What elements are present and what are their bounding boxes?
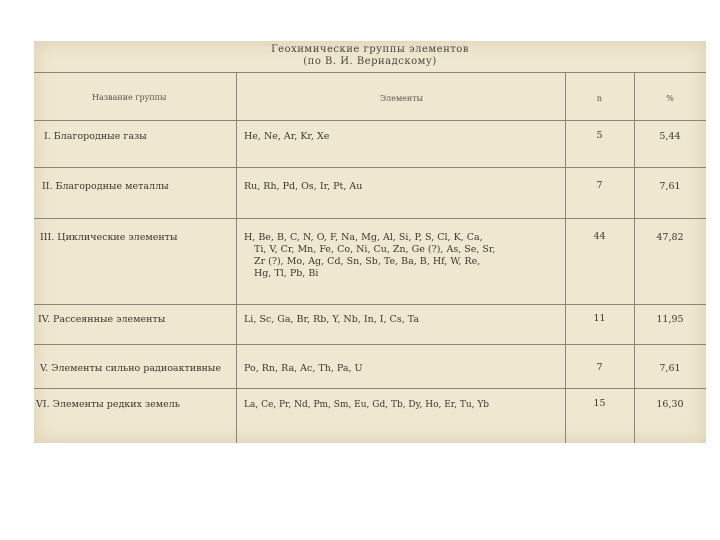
row-6-n: 15 (593, 398, 606, 409)
table-title: Геохимические группы элементов (271, 44, 469, 55)
rule-row-5 (34, 388, 706, 389)
header-elements: Элементы (380, 94, 424, 103)
row-3-group: III. Циклические элементы (40, 232, 178, 243)
rule-top (34, 72, 706, 73)
header-group: Название группы (92, 93, 167, 102)
row-6-percent: 16,30 (656, 399, 684, 410)
row-2-group: II. Благородные металлы (42, 181, 169, 192)
row-6-group: VI. Элементы редких земель (36, 399, 180, 410)
rule-row-3 (34, 304, 706, 305)
row-4-group: IV. Рассеянные элементы (38, 314, 166, 325)
row-3-percent: 47,82 (656, 232, 684, 243)
row-3-elements-line-1: H, Be, B, C, N, O, F, Na, Mg, Al, Si, P, S, Cl, K, Ca, (244, 232, 483, 243)
row-1-elements: He, Ne, Ar, Kr, Xe (244, 131, 330, 142)
row-2-percent: 7,61 (659, 181, 681, 192)
row-5-group: V. Элементы сильно радиоактивные (40, 363, 221, 374)
rule-row-2 (34, 218, 706, 219)
row-1-group: I. Благородные газы (44, 131, 147, 142)
rule-row-4 (34, 344, 706, 345)
table-subtitle: (по В. И. Вернадскому) (303, 56, 437, 67)
scanned-table-page (34, 41, 706, 443)
col-divider-1 (236, 72, 237, 443)
row-4-percent: 11,95 (656, 314, 684, 325)
row-2-elements: Ru, Rh, Pd, Os, Ir, Pt, Au (244, 181, 363, 192)
row-3-elements-line-4: Hg, Tl, Pb, Bi (254, 268, 319, 279)
row-5-percent: 7,61 (659, 363, 681, 374)
row-3-elements-line-2: Ti, V, Cr, Mn, Fe, Co, Ni, Cu, Zn, Ge (?), As, Se, Sr, (254, 244, 496, 255)
row-5-elements: Po, Rn, Ra, Ac, Th, Pa, U (244, 363, 363, 374)
rule-row-1 (34, 167, 706, 168)
row-1-percent: 5,44 (659, 131, 681, 142)
row-6-elements: La, Ce, Pr, Nd, Pm, Sm, Eu, Gd, Tb, Dy, Ho, Er, Tu, Yb (244, 400, 490, 410)
row-3-elements-line-3: Zr (?), Mo, Ag, Cd, Sn, Sb, Te, Ba, B, Hf, W, Re, (254, 256, 481, 267)
row-1-n: 5 (596, 130, 603, 141)
rule-header (34, 120, 706, 121)
row-4-n: 11 (593, 313, 606, 324)
row-3-n: 44 (593, 231, 606, 242)
header-n: n (596, 94, 603, 103)
row-4-elements: Li, Sc, Ga, Br, Rb, Y, Nb, In, I, Cs, Ta (244, 314, 420, 325)
row-2-n: 7 (596, 180, 603, 191)
row-5-n: 7 (596, 362, 603, 373)
col-divider-2 (565, 72, 566, 443)
col-divider-3 (634, 72, 635, 443)
header-percent: % (666, 94, 674, 103)
